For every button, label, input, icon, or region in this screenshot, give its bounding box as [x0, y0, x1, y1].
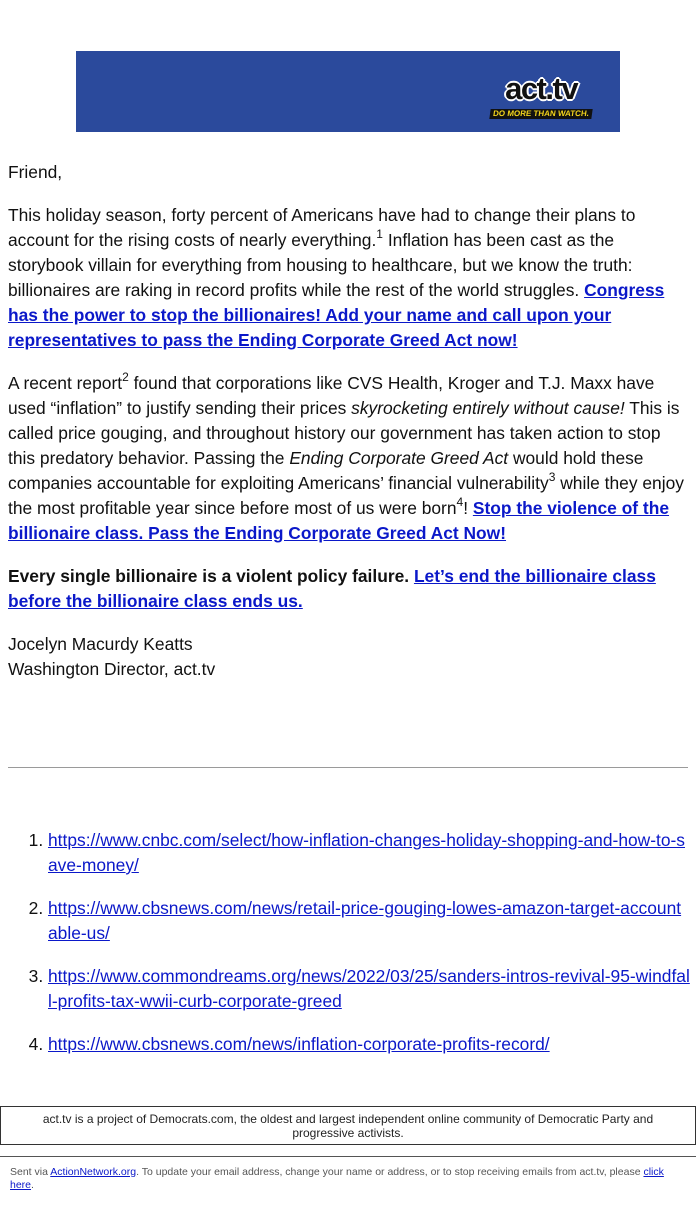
- p2-emphasis-2: Ending Corporate Greed Act: [289, 448, 509, 468]
- p3-bold-text: Every single billionaire is a violent policy failure.: [8, 566, 410, 586]
- reference-item: [48, 896, 690, 946]
- paragraph-3: [8, 564, 690, 614]
- p2-text-5: while they enjoy the most profitable year since before most of us were born: [8, 473, 684, 518]
- reference-item: [48, 828, 690, 878]
- p2-emphasis-1: skyrocketing entirely without cause!: [351, 398, 625, 418]
- footer-divider: [0, 1156, 696, 1157]
- footnote-marker-4: 4: [456, 495, 464, 510]
- email-body: [8, 160, 690, 700]
- reference-link-3[interactable]: https://www.commondreams.org/news/2022/03/25/sanders-intros-revival-95-windfall-profits-tax-wwii-curb-corporate-greed: [48, 966, 690, 1011]
- reference-link-2[interactable]: https://www.cbsnews.com/news/retail-price-gouging-lowes-amazon-target-accountable-us/: [48, 898, 682, 943]
- paragraph-2: [8, 371, 690, 546]
- sent-via-text: Sent via: [10, 1166, 51, 1178]
- reference-link-1[interactable]: https://www.cnbc.com/select/how-inflation-changes-holiday-shopping-and-how-to-save-money/: [48, 830, 685, 875]
- logo-tagline: DO MORE THAN WATCH.: [489, 109, 592, 119]
- header-banner: [76, 51, 620, 132]
- reference-link-4[interactable]: https://www.cbsnews.com/news/inflation-corporate-profits-record/: [48, 1034, 550, 1054]
- reference-item: [48, 964, 690, 1014]
- unsubscribe-period: .: [31, 1179, 34, 1191]
- footnote-marker-2: 2: [122, 370, 129, 385]
- logo-wordmark: act.tv: [505, 71, 578, 106]
- action-network-link[interactable]: ActionNetwork.org: [50, 1166, 137, 1178]
- references-list: [8, 828, 690, 1075]
- greeting: Friend,: [8, 162, 63, 182]
- about-footer: act.tv is a project of Democrats.com, the oldest and largest independent online community of Democratic Party and progressive activists.: [0, 1106, 696, 1145]
- reference-item: [48, 1032, 690, 1057]
- signature: [8, 632, 690, 682]
- signer-title: Washington Director, act.tv: [8, 659, 216, 679]
- p2-text-6: !: [463, 498, 473, 518]
- p2-text-4: would hold these companies accountable for exploiting Americans’ financial vulnerability: [8, 448, 644, 493]
- footnote-marker-1: 1: [376, 227, 383, 242]
- unsubscribe-text: . To update your email address, change your name or address, or to stop receiving emails from act.tv, please: [136, 1166, 644, 1178]
- paragraph-1: [8, 203, 690, 353]
- section-divider: [8, 767, 688, 768]
- unsubscribe-notice: [10, 1166, 690, 1192]
- p1-text-1: This holiday season, forty percent of Americans have had to change their plans to account for the rising costs of nearly everything.: [8, 205, 636, 250]
- p2-text-3: This is called price gouging, and throughout history our government has taken action to stop this predatory behavior. Passing the: [8, 398, 680, 468]
- stop-violence-link[interactable]: Stop the violence of the billionaire class. Pass the Ending Corporate Greed Act Now!: [8, 498, 670, 543]
- congress-petition-link[interactable]: Congress has the power to stop the billionaires! Add your name and call upon your representatives to pass the Ending Corporate Greed Act now!: [8, 280, 665, 350]
- p1-text-2: Inflation has been cast as the storybook villain for everything from housing to healthcare, but we know the truth: billionaires are raking in record profits while the rest of the world struggles.: [8, 230, 633, 300]
- click-here-link[interactable]: click here: [10, 1166, 664, 1191]
- signer-name: Jocelyn Macurdy Keatts: [8, 634, 193, 654]
- end-billionaire-class-link[interactable]: Let’s end the billionaire class before the billionaire class ends us.: [8, 566, 656, 611]
- p2-text-2: found that corporations like CVS Health, Kroger and T.J. Maxx have used “inflation” to justify sending their prices: [8, 373, 655, 418]
- p2-text-1: A recent report: [8, 373, 123, 393]
- footnote-marker-3: 3: [548, 470, 556, 485]
- act-tv-logo[interactable]: [490, 73, 592, 120]
